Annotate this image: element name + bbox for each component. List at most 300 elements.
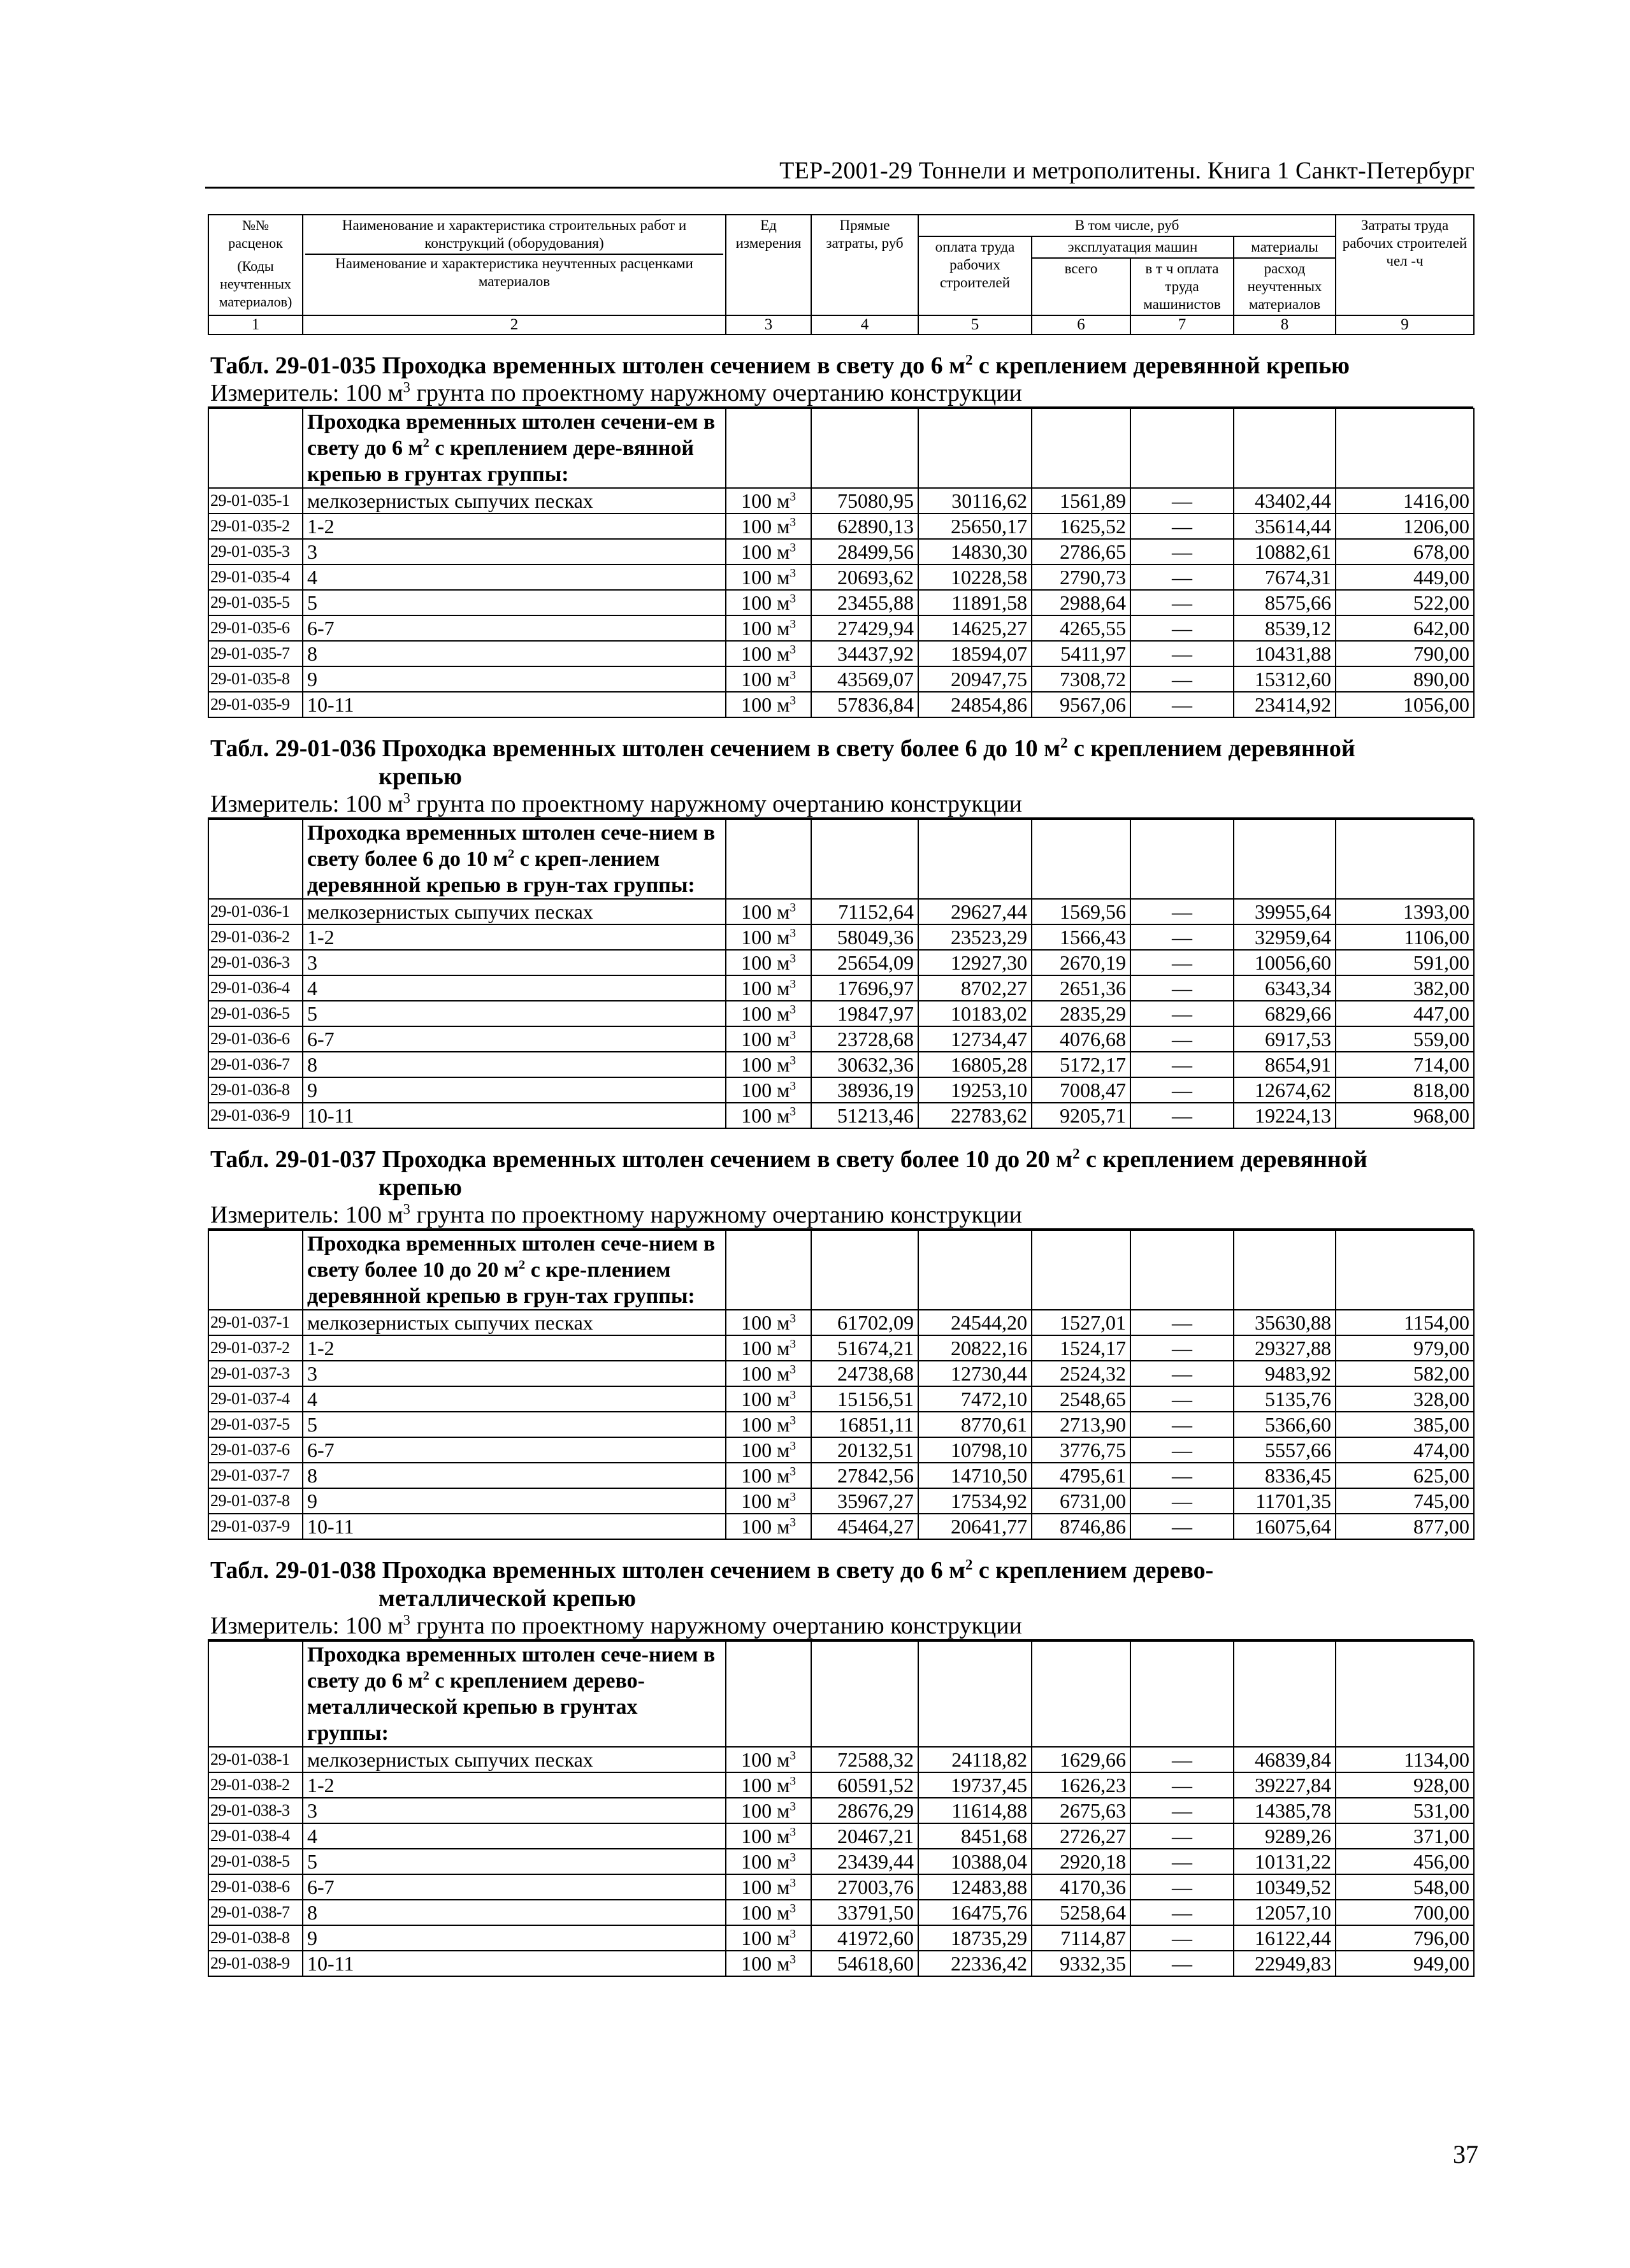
- labor-hours: 456,00: [1336, 1849, 1474, 1874]
- empty-cell: [208, 819, 303, 899]
- labor-hours: 700,00: [1336, 1900, 1474, 1925]
- unit-text: 100 м: [741, 951, 790, 974]
- machine-cost: 1527,01: [1032, 1310, 1130, 1335]
- machinist-pay: —: [1130, 513, 1234, 539]
- soil-group: мелкозернистых сыпучих песках: [303, 1310, 726, 1335]
- unit-cell: [726, 1386, 811, 1412]
- machine-cost: 5258,64: [1032, 1900, 1130, 1925]
- rate-code: 29-01-036-8: [208, 1077, 303, 1103]
- table-row: [208, 1437, 1474, 1463]
- table-row: [208, 615, 1474, 641]
- machine-cost: 1524,17: [1032, 1335, 1130, 1361]
- table-section: [208, 735, 1473, 1129]
- direct-cost: 60591,52: [811, 1772, 918, 1798]
- labor-hours: 890,00: [1336, 666, 1474, 692]
- unit-text: 100 м: [741, 693, 790, 716]
- materials-cost: 12057,10: [1234, 1900, 1336, 1925]
- unit-cell: [726, 1103, 811, 1128]
- unit-text: 100 м: [741, 1748, 790, 1771]
- superscript: 3: [790, 1028, 796, 1042]
- materials-cost: 19224,13: [1234, 1103, 1336, 1128]
- unit-text: 100 м: [741, 1388, 790, 1410]
- machinist-pay: —: [1130, 1772, 1234, 1798]
- soil-group: 4: [303, 1823, 726, 1849]
- machinist-pay: —: [1130, 1077, 1234, 1103]
- machinist-pay: —: [1130, 590, 1234, 615]
- superscript: 3: [790, 1749, 796, 1763]
- unit-text: 100 м: [741, 926, 790, 949]
- empty-cell: [208, 1230, 303, 1310]
- materials-cost: 14385,78: [1234, 1798, 1336, 1823]
- superscript: 3: [790, 668, 796, 682]
- rate-code: 29-01-036-5: [208, 1001, 303, 1026]
- superscript: 3: [790, 1902, 796, 1916]
- direct-cost: 51674,21: [811, 1335, 918, 1361]
- empty-cell: [1336, 1641, 1474, 1747]
- machinist-pay: —: [1130, 1514, 1234, 1539]
- table-row: [208, 539, 1474, 564]
- rate-code: 29-01-037-5: [208, 1412, 303, 1437]
- machine-cost: 4170,36: [1032, 1874, 1130, 1900]
- labor-pay: 14830,30: [918, 539, 1032, 564]
- unit-cell: [726, 924, 811, 950]
- superscript: 3: [790, 1825, 796, 1839]
- unit-cell: [726, 539, 811, 564]
- superscript: 3: [790, 1851, 796, 1865]
- empty-cell: [1336, 1230, 1474, 1310]
- labor-pay: 29627,44: [918, 899, 1032, 924]
- rate-code: 29-01-036-3: [208, 950, 303, 975]
- unit-text: 100 м: [741, 642, 790, 665]
- unit-text: 100 м: [741, 1028, 790, 1051]
- superscript: 3: [790, 1439, 796, 1453]
- superscript: 3: [790, 617, 796, 631]
- materials-cost: 8575,66: [1234, 590, 1336, 615]
- work-description: [303, 1230, 726, 1310]
- column-header-machine-labor: в т ч оплата труда машинистов: [1130, 258, 1234, 315]
- labor-pay: 12483,88: [918, 1874, 1032, 1900]
- materials-cost: 10056,60: [1234, 950, 1336, 975]
- superscript: 3: [790, 1312, 796, 1326]
- superscript: 3: [790, 977, 796, 991]
- soil-group: 8: [303, 1900, 726, 1925]
- labor-pay: 10798,10: [918, 1437, 1032, 1463]
- machinist-pay: —: [1130, 1052, 1234, 1077]
- table-section: [208, 1556, 1473, 1977]
- column-header-table: [208, 214, 1475, 335]
- superscript: 3: [403, 790, 410, 807]
- soil-group: 5: [303, 590, 726, 615]
- rate-code: 29-01-037-4: [208, 1386, 303, 1412]
- rate-code: 29-01-035-7: [208, 641, 303, 666]
- machine-cost: 6731,00: [1032, 1488, 1130, 1514]
- unit-text: 100 м: [741, 1053, 790, 1076]
- labor-pay: 16475,76: [918, 1900, 1032, 1925]
- unit-cell: [726, 1335, 811, 1361]
- labor-hours: 642,00: [1336, 615, 1474, 641]
- machinist-pay: —: [1130, 1747, 1234, 1772]
- unit-text: 100 м: [741, 1002, 790, 1025]
- machine-cost: 7008,47: [1032, 1077, 1130, 1103]
- machine-cost: 2835,29: [1032, 1001, 1130, 1026]
- labor-pay: 10228,58: [918, 564, 1032, 590]
- direct-cost: 41972,60: [811, 1925, 918, 1951]
- table-row: [208, 1874, 1474, 1900]
- unit-text: 100 м: [741, 540, 790, 563]
- unit-cell: [726, 1951, 811, 1976]
- unit-cell: [726, 564, 811, 590]
- description-part: Проходка временных штолен сече-нием в свету более 6 до 10 м: [307, 821, 716, 871]
- machinist-pay: —: [1130, 1001, 1234, 1026]
- table-row: [208, 641, 1474, 666]
- materials-cost: 10431,88: [1234, 641, 1336, 666]
- table-row: [208, 950, 1474, 975]
- labor-hours: 371,00: [1336, 1823, 1474, 1849]
- table-row: [208, 1103, 1474, 1128]
- materials-cost: 6829,66: [1234, 1001, 1336, 1026]
- machine-cost: 9332,35: [1032, 1951, 1130, 1976]
- soil-group: 1-2: [303, 1772, 726, 1798]
- rate-code: 29-01-038-3: [208, 1798, 303, 1823]
- labor-pay: 10388,04: [918, 1849, 1032, 1874]
- soil-group: мелкозернистых сыпучих песках: [303, 488, 726, 513]
- section-title-text: Табл. 29-01-037 Проходка временных штолен сечением в свету более 10 до 20 м: [210, 1146, 1073, 1173]
- labor-hours: 522,00: [1336, 590, 1474, 615]
- labor-hours: 559,00: [1336, 1026, 1474, 1052]
- direct-cost: 51213,46: [811, 1103, 918, 1128]
- machinist-pay: —: [1130, 1386, 1234, 1412]
- soil-group: 3: [303, 539, 726, 564]
- superscript: 3: [790, 566, 796, 580]
- column-header-materials-sub: расход неучтенных материалов: [1234, 258, 1336, 315]
- table-row: [208, 590, 1474, 615]
- work-description: [303, 819, 726, 899]
- superscript: 3: [790, 490, 796, 504]
- direct-cost: 72588,32: [811, 1747, 918, 1772]
- unit-text: 100 м: [741, 900, 790, 923]
- rate-code: 29-01-035-1: [208, 488, 303, 513]
- labor-hours: 714,00: [1336, 1052, 1474, 1077]
- rate-code: 29-01-038-8: [208, 1925, 303, 1951]
- labor-hours: 790,00: [1336, 641, 1474, 666]
- unit-cell: [726, 1026, 811, 1052]
- rate-code: 29-01-036-7: [208, 1052, 303, 1077]
- materials-cost: 22949,83: [1234, 1951, 1336, 1976]
- section-data-table: [208, 1640, 1475, 1977]
- work-description: [303, 408, 726, 488]
- machine-cost: 5172,17: [1032, 1052, 1130, 1077]
- labor-hours: 548,00: [1336, 1874, 1474, 1900]
- direct-cost: 35967,27: [811, 1488, 918, 1514]
- empty-cell: [1130, 819, 1234, 899]
- machine-cost: 1626,23: [1032, 1772, 1130, 1798]
- empty-cell: [1234, 408, 1336, 488]
- labor-pay: 18594,07: [918, 641, 1032, 666]
- measure-text: грунта по проектному наружному очертанию конструкции: [410, 791, 1022, 817]
- labor-pay: 20822,16: [918, 1335, 1032, 1361]
- unit-text: 100 м: [741, 1464, 790, 1487]
- rate-code: 29-01-037-1: [208, 1310, 303, 1335]
- soil-group: 4: [303, 975, 726, 1001]
- direct-cost: 25654,09: [811, 950, 918, 975]
- superscript: 2: [965, 1556, 973, 1573]
- unit-text: 100 м: [741, 977, 790, 1000]
- rate-code: 29-01-038-9: [208, 1951, 303, 1976]
- work-description: [303, 1641, 726, 1747]
- unit-cell: [726, 950, 811, 975]
- unit-cell: [726, 975, 811, 1001]
- table-row: [208, 1026, 1474, 1052]
- empty-cell: [1032, 1230, 1130, 1310]
- rate-code: 29-01-035-9: [208, 692, 303, 717]
- superscript: 3: [403, 1612, 410, 1628]
- soil-group: 10-11: [303, 1951, 726, 1976]
- column-number: 2: [303, 315, 726, 334]
- machine-cost: 1569,56: [1032, 899, 1130, 924]
- labor-pay: 24854,86: [918, 692, 1032, 717]
- soil-group: 4: [303, 564, 726, 590]
- materials-cost: 6343,34: [1234, 975, 1336, 1001]
- rate-code: 29-01-035-8: [208, 666, 303, 692]
- table-row: [208, 513, 1474, 539]
- unit-cell: [726, 615, 811, 641]
- materials-cost: 35630,88: [1234, 1310, 1336, 1335]
- section-data-table: [208, 819, 1475, 1129]
- labor-hours: 1206,00: [1336, 513, 1474, 539]
- name-header-line1: Наименование и характеристика строительных работ и конструкций (оборудования): [305, 217, 723, 255]
- soil-group: 6-7: [303, 1874, 726, 1900]
- machinist-pay: —: [1130, 1463, 1234, 1488]
- soil-group: 6-7: [303, 1026, 726, 1052]
- column-number: 6: [1032, 315, 1130, 334]
- labor-hours: 625,00: [1336, 1463, 1474, 1488]
- machine-cost: 2548,65: [1032, 1386, 1130, 1412]
- description-text: [307, 409, 721, 487]
- materials-cost: 5557,66: [1234, 1437, 1336, 1463]
- table-row: [208, 564, 1474, 590]
- column-number: 1: [208, 315, 303, 334]
- machinist-pay: —: [1130, 1900, 1234, 1925]
- unit-cell: [726, 1001, 811, 1026]
- labor-pay: 12927,30: [918, 950, 1032, 975]
- superscript: 3: [790, 1105, 796, 1119]
- labor-pay: 17534,92: [918, 1488, 1032, 1514]
- description-text: [307, 1642, 721, 1746]
- labor-hours: 328,00: [1336, 1386, 1474, 1412]
- superscript: 3: [790, 541, 796, 555]
- superscript: 2: [965, 352, 973, 368]
- machine-cost: 5411,97: [1032, 641, 1130, 666]
- empty-cell: [811, 819, 918, 899]
- description-part: Проходка временных штолен сече-нием в свету до 6 м: [307, 1643, 716, 1693]
- soil-group: 4: [303, 1386, 726, 1412]
- section-title: [208, 352, 1473, 380]
- soil-group: 8: [303, 1052, 726, 1077]
- machinist-pay: —: [1130, 488, 1234, 513]
- labor-hours: 678,00: [1336, 539, 1474, 564]
- labor-hours: 531,00: [1336, 1798, 1474, 1823]
- unit-cell: [726, 1052, 811, 1077]
- empty-cell: [726, 1230, 811, 1310]
- superscript: 3: [790, 1337, 796, 1351]
- section-title-continued: [208, 763, 1473, 791]
- soil-group: мелкозернистых сыпучих песках: [303, 1747, 726, 1772]
- unit-text: 100 м: [741, 1439, 790, 1461]
- materials-cost: 10131,22: [1234, 1849, 1336, 1874]
- table-row: [208, 1925, 1474, 1951]
- machine-cost: 2726,27: [1032, 1823, 1130, 1849]
- description-part: с креп-лением деревянной крепью в грун-тах группы:: [307, 847, 695, 897]
- labor-hours: 968,00: [1336, 1103, 1474, 1128]
- description-row: [208, 1641, 1474, 1747]
- table-row: [208, 899, 1474, 924]
- section-title: [208, 1556, 1473, 1584]
- unit-text: 100 м: [741, 1799, 790, 1822]
- rate-code: 29-01-035-5: [208, 590, 303, 615]
- machinist-pay: —: [1130, 692, 1234, 717]
- table-section: [208, 352, 1473, 718]
- materials-cost: 32959,64: [1234, 924, 1336, 950]
- direct-cost: 30632,36: [811, 1052, 918, 1077]
- description-part: с креплением дерево-металлической крепью в грунтах группы:: [307, 1669, 645, 1745]
- labor-pay: 19737,45: [918, 1772, 1032, 1798]
- materials-cost: 6917,53: [1234, 1026, 1336, 1052]
- column-number: 9: [1336, 315, 1474, 334]
- superscript: 3: [790, 592, 796, 606]
- unit-cell: [726, 1310, 811, 1335]
- superscript: 3: [790, 952, 796, 966]
- unit-cell: [726, 666, 811, 692]
- labor-pay: 24544,20: [918, 1310, 1032, 1335]
- rate-code: 29-01-036-6: [208, 1026, 303, 1052]
- superscript: 3: [790, 926, 796, 940]
- empty-cell: [1032, 1641, 1130, 1747]
- unit-text: 100 м: [741, 1337, 790, 1360]
- labor-hours: 979,00: [1336, 1335, 1474, 1361]
- superscript: 2: [508, 847, 515, 861]
- unit-cell: [726, 1077, 811, 1103]
- column-header-labor-pay: оплата труда рабочих строителей: [918, 236, 1032, 315]
- labor-hours: 877,00: [1336, 1514, 1474, 1539]
- empty-cell: [726, 819, 811, 899]
- header-divider: [205, 187, 1475, 189]
- soil-group: 5: [303, 1849, 726, 1874]
- section-title-text: с креплением деревянной: [1067, 735, 1355, 762]
- section-measure: [208, 380, 1473, 408]
- rate-code: 29-01-035-6: [208, 615, 303, 641]
- rate-code: 29-01-035-2: [208, 513, 303, 539]
- empty-cell: [1234, 1641, 1336, 1747]
- empty-cell: [1130, 1230, 1234, 1310]
- labor-hours: 449,00: [1336, 564, 1474, 590]
- direct-cost: 16851,11: [811, 1412, 918, 1437]
- materials-cost: 11701,35: [1234, 1488, 1336, 1514]
- empty-cell: [918, 1641, 1032, 1747]
- machine-cost: 9205,71: [1032, 1103, 1130, 1128]
- unit-cell: [726, 1514, 811, 1539]
- labor-pay: 20641,77: [918, 1514, 1032, 1539]
- empty-cell: [1032, 819, 1130, 899]
- materials-cost: 35614,44: [1234, 513, 1336, 539]
- unit-cell: [726, 1925, 811, 1951]
- column-header-labor-hours: Затраты труда рабочих строителей чел -ч: [1336, 215, 1474, 315]
- labor-hours: 1134,00: [1336, 1747, 1474, 1772]
- labor-hours: 949,00: [1336, 1951, 1474, 1976]
- empty-cell: [918, 408, 1032, 488]
- machinist-pay: —: [1130, 899, 1234, 924]
- table-row: [208, 1772, 1474, 1798]
- unit-text: 100 м: [741, 1850, 790, 1873]
- empty-cell: [918, 1230, 1032, 1310]
- superscript: 3: [790, 515, 796, 529]
- machine-cost: 9567,06: [1032, 692, 1130, 717]
- machinist-pay: —: [1130, 1026, 1234, 1052]
- table-row: [208, 666, 1474, 692]
- rate-code: 29-01-037-8: [208, 1488, 303, 1514]
- soil-group: 1-2: [303, 513, 726, 539]
- section-title-continued: [208, 1173, 1473, 1202]
- materials-cost: 39955,64: [1234, 899, 1336, 924]
- column-number: 3: [726, 315, 811, 334]
- labor-pay: 20947,75: [918, 666, 1032, 692]
- direct-cost: 33791,50: [811, 1900, 918, 1925]
- unit-cell: [726, 1874, 811, 1900]
- soil-group: 5: [303, 1412, 726, 1437]
- rate-code: 29-01-037-3: [208, 1361, 303, 1386]
- empty-cell: [208, 408, 303, 488]
- table-row: [208, 692, 1474, 717]
- section-title-text: Табл. 29-01-036 Проходка временных штолен сечением в свету более 6 до 10 м: [210, 735, 1061, 762]
- machinist-pay: —: [1130, 1925, 1234, 1951]
- code-header-line2: расценок: [228, 235, 283, 251]
- description-text: [307, 1231, 721, 1309]
- section-measure: [208, 791, 1473, 819]
- labor-pay: 14625,27: [918, 615, 1032, 641]
- materials-cost: 16075,64: [1234, 1514, 1336, 1539]
- table-row: [208, 1488, 1474, 1514]
- direct-cost: 20693,62: [811, 564, 918, 590]
- rate-code: 29-01-035-4: [208, 564, 303, 590]
- machinist-pay: —: [1130, 1361, 1234, 1386]
- column-header-machine: эксплуатация машин: [1032, 236, 1234, 258]
- unit-text: 100 м: [741, 515, 790, 538]
- labor-pay: 25650,17: [918, 513, 1032, 539]
- direct-cost: 45464,27: [811, 1514, 918, 1539]
- machinist-pay: —: [1130, 539, 1234, 564]
- machinist-pay: —: [1130, 1849, 1234, 1874]
- labor-hours: 591,00: [1336, 950, 1474, 975]
- direct-cost: 34437,92: [811, 641, 918, 666]
- table-row: [208, 975, 1474, 1001]
- machine-cost: 4076,68: [1032, 1026, 1130, 1052]
- column-header-machine-total: всего: [1032, 258, 1130, 315]
- machine-cost: 2524,32: [1032, 1361, 1130, 1386]
- table-row: [208, 1747, 1474, 1772]
- direct-cost: 15156,51: [811, 1386, 918, 1412]
- superscript: 3: [790, 1054, 796, 1068]
- labor-hours: 745,00: [1336, 1488, 1474, 1514]
- machinist-pay: —: [1130, 924, 1234, 950]
- labor-hours: 1056,00: [1336, 692, 1474, 717]
- description-part: Проходка временных штолен сече-нием в свету более 10 до 20 м: [307, 1232, 716, 1282]
- superscript: 2: [1072, 1145, 1080, 1162]
- machinist-pay: —: [1130, 1412, 1234, 1437]
- labor-hours: 582,00: [1336, 1361, 1474, 1386]
- section-title: [208, 1145, 1473, 1173]
- machine-cost: 2675,63: [1032, 1798, 1130, 1823]
- section-title-text: с креплением дерево-: [972, 1557, 1214, 1584]
- table-row: [208, 1361, 1474, 1386]
